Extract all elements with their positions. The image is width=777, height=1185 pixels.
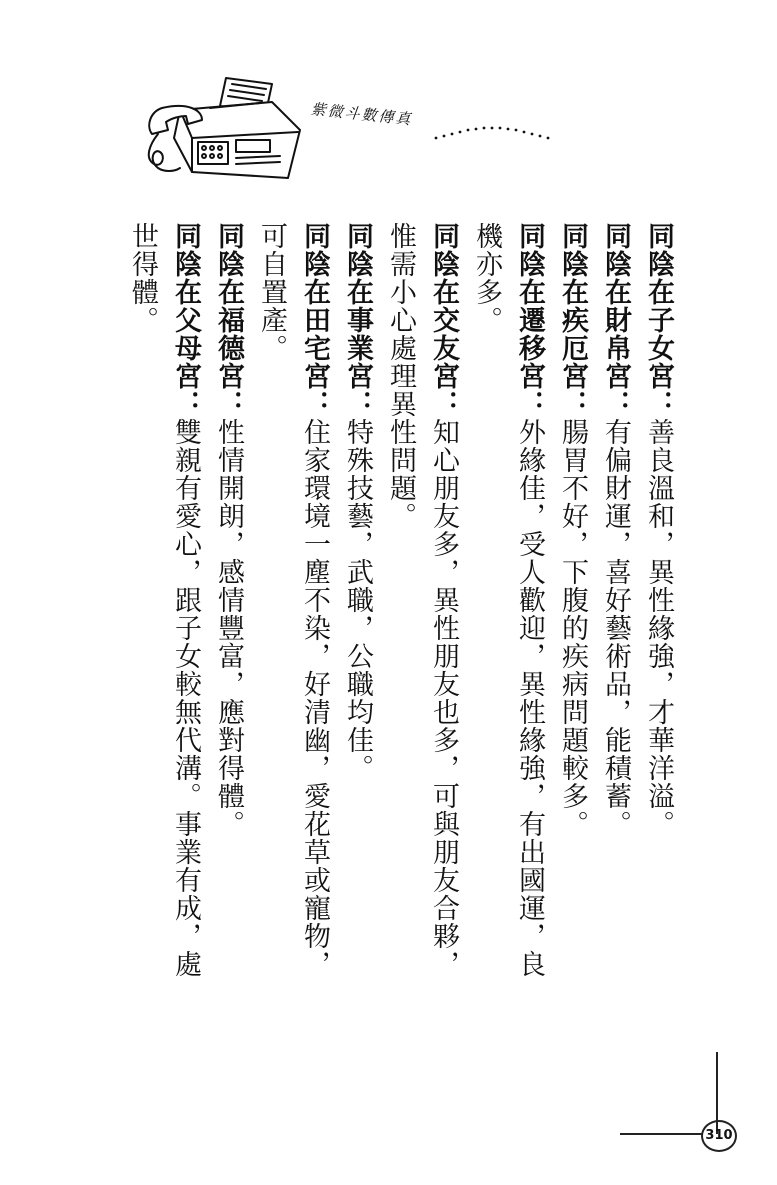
entry-children-palace <box>637 222 680 1002</box>
entry-health-palace <box>551 222 594 1002</box>
entry-text: 腸胃不好，下腹的疾病問題較多。 <box>557 418 588 838</box>
entry-title: 同陰在父母宮： <box>170 222 201 418</box>
entry-text: 特殊技藝，武職，公職均佳。 <box>342 418 373 782</box>
entry-title: 同陰在交友宮： <box>428 222 459 418</box>
entry-text: 知心朋友多，異性朋友也多，可與朋友合夥，惟需小心處理異性問題。 <box>385 222 459 978</box>
fax-machine-icon <box>140 68 310 188</box>
entry-property-palace <box>250 222 336 1002</box>
entry-title: 同陰在田宅宮： <box>299 222 330 418</box>
entry-text: 善良溫和，異性緣強，才華洋溢。 <box>643 418 674 838</box>
page-marker-horizontal-line <box>620 1133 702 1135</box>
entry-fortune-palace <box>207 222 250 1002</box>
entry-text: 住家環境一塵不染，好清幽，愛花草或寵物，可自置產。 <box>256 222 330 978</box>
body-text <box>127 222 680 1002</box>
entry-text: 性情開朗，感情豐富，應對得體。 <box>213 418 244 838</box>
page-number: 310 <box>701 1120 737 1152</box>
header-title: 紫微斗數傳真 <box>309 99 414 129</box>
entry-text: 雙親有愛心，跟子女較無代溝。事業有成，處世得體。 <box>127 222 201 978</box>
entry-title: 同陰在子女宮： <box>643 222 674 418</box>
entry-title: 同陰在事業宮： <box>342 222 373 418</box>
entry-title: 同陰在疾厄宮： <box>557 222 588 418</box>
entry-title: 同陰在財帛宮： <box>600 222 631 418</box>
entry-text: 外緣佳，受人歡迎，異性緣強，有出國運，良機亦多。 <box>471 222 545 978</box>
entry-travel-palace <box>465 222 551 1002</box>
entry-wealth-palace <box>594 222 637 1002</box>
entry-title: 同陰在福德宮： <box>213 222 244 418</box>
header-dotted-line <box>432 118 552 148</box>
entry-friends-palace <box>379 222 465 1002</box>
entry-parents-palace <box>121 222 207 1002</box>
entry-text: 有偏財運，喜好藝術品，能積蓄。 <box>600 418 631 838</box>
entry-career-palace <box>336 222 379 1002</box>
entry-title: 同陰在遷移宮： <box>514 222 545 418</box>
